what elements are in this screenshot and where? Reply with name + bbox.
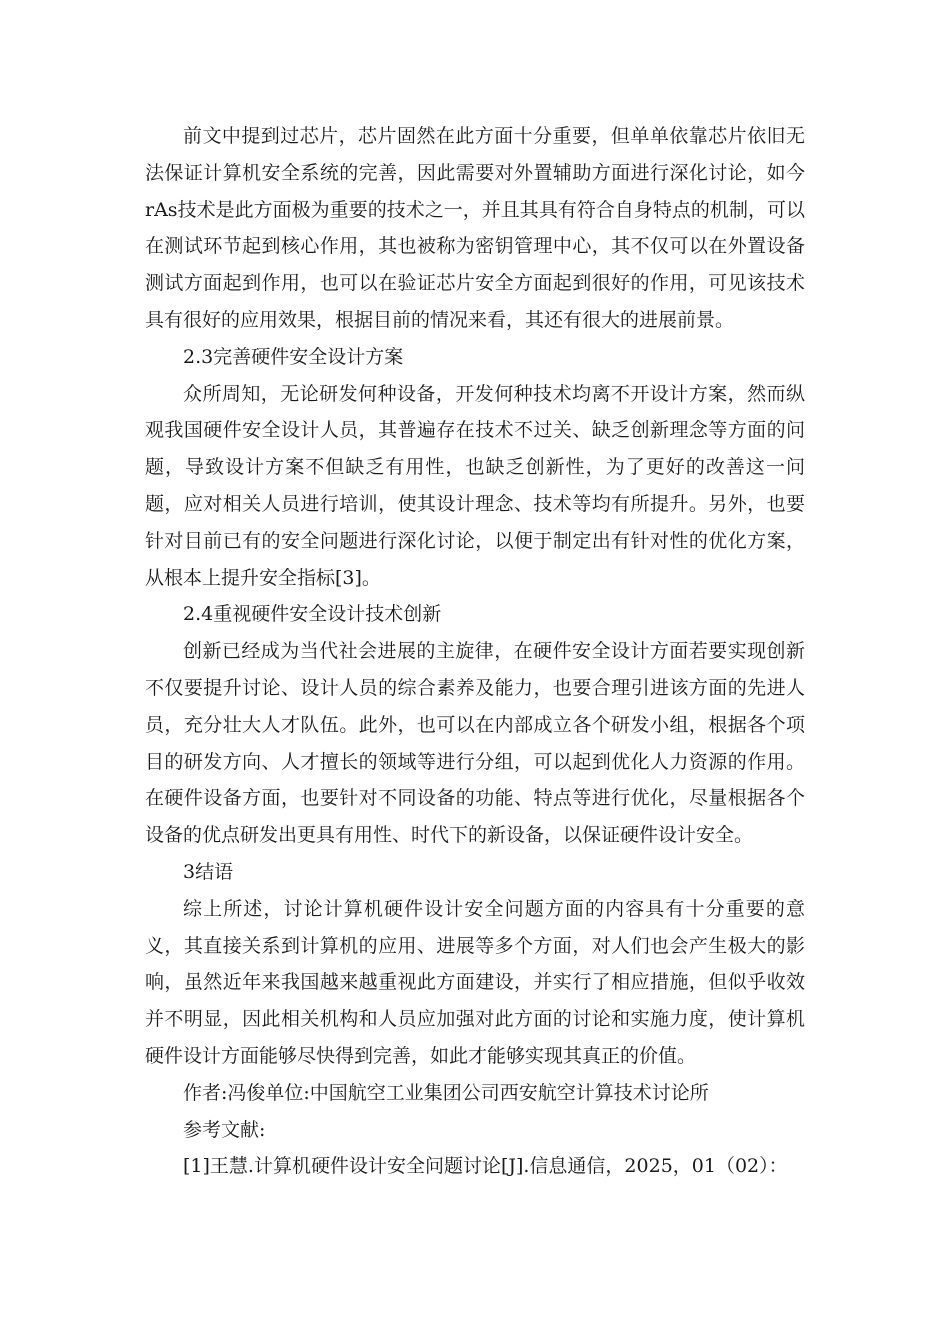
section-heading: 2.4重视硬件安全设计技术创新	[183, 603, 442, 626]
body-paragraph: 前文中提到过芯片，芯片固然在此方面十分重要，但单单依靠芯片依旧无法保证计算机安全系统的完善，因此需要对外置辅助方面进行深化讨论，如今rAs技术是此方面极为重要的技术之一，并且其具有符合自身特点的机制，可以在测试环节起到核心作用，其也被称为密钥管理中心，其不仅可以在外置设备测试方面起到作用，也可以在验证芯片安全方面起到很好的作用，可见该技术具有很好的应用效果，根据目前的情况来看，其还有很大的进展前景。	[145, 125, 805, 331]
body-paragraph: 创新已经成为当代社会进展的主旋律，在硬件安全设计方面若要实现创新不仅要提升讨论、设计人员的综合素养及能力，也要合理引进该方面的先进人员，充分壮大人才队伍。此外，也可以在内部成立各个研发小组，根据各个项目的研发方向、人才擅长的领域等进行分组，可以起到优化人力资源的作用。在硬件设备方面，也要针对不同设备的功能、特点等进行优化，尽量根据各个设备的优点研发出更具有用性、时代下的新设备，以保证硬件设计安全。	[145, 640, 805, 847]
section-heading: 2.3完善硬件安全设计方案	[183, 345, 404, 368]
author-line: 作者:冯俊单位:中国航空工业集团公司西安航空计算技术讨论所	[183, 1081, 709, 1104]
references-title: 参考文献:	[183, 1118, 266, 1141]
body-paragraph: 众所周知，无论研发何种设备，开发何种技术均离不开设计方案，然而纵观我国硬件安全设计人员，其普遍存在技术不过关、缺乏创新理念等方面的问题，导致设计方案不但缺乏有用性，也缺乏创新性，为了更好的改善这一问题，应对相关人员进行培训，使其设计理念、技术等均有所提升。另外，也要针对目前已有的安全问题进行深化讨论，以便于制定出有针对性的优化方案，从根本上提升安全指标[3]。	[145, 382, 805, 589]
reference-item: [1]王慧.计算机硬件设计安全问题讨论[J].信息通信，2025，01（02）：	[183, 1155, 788, 1178]
section-heading: 3结语	[183, 860, 234, 883]
body-paragraph: 综上所述，讨论计算机硬件设计安全问题方面的内容具有十分重要的意义，其直接关系到计算机的应用、进展等多个方面，对人们也会产生极大的影响，虽然近年来我国越来越重视此方面建设，并实行了相应措施，但似乎收效并不明显，因此相关机构和人员应加强对此方面的讨论和实施力度，使计算机硬件设计方面能够尽快得到完善，如此才能够实现其真正的价值。	[145, 897, 805, 1067]
document-body	[145, 118, 805, 1185]
